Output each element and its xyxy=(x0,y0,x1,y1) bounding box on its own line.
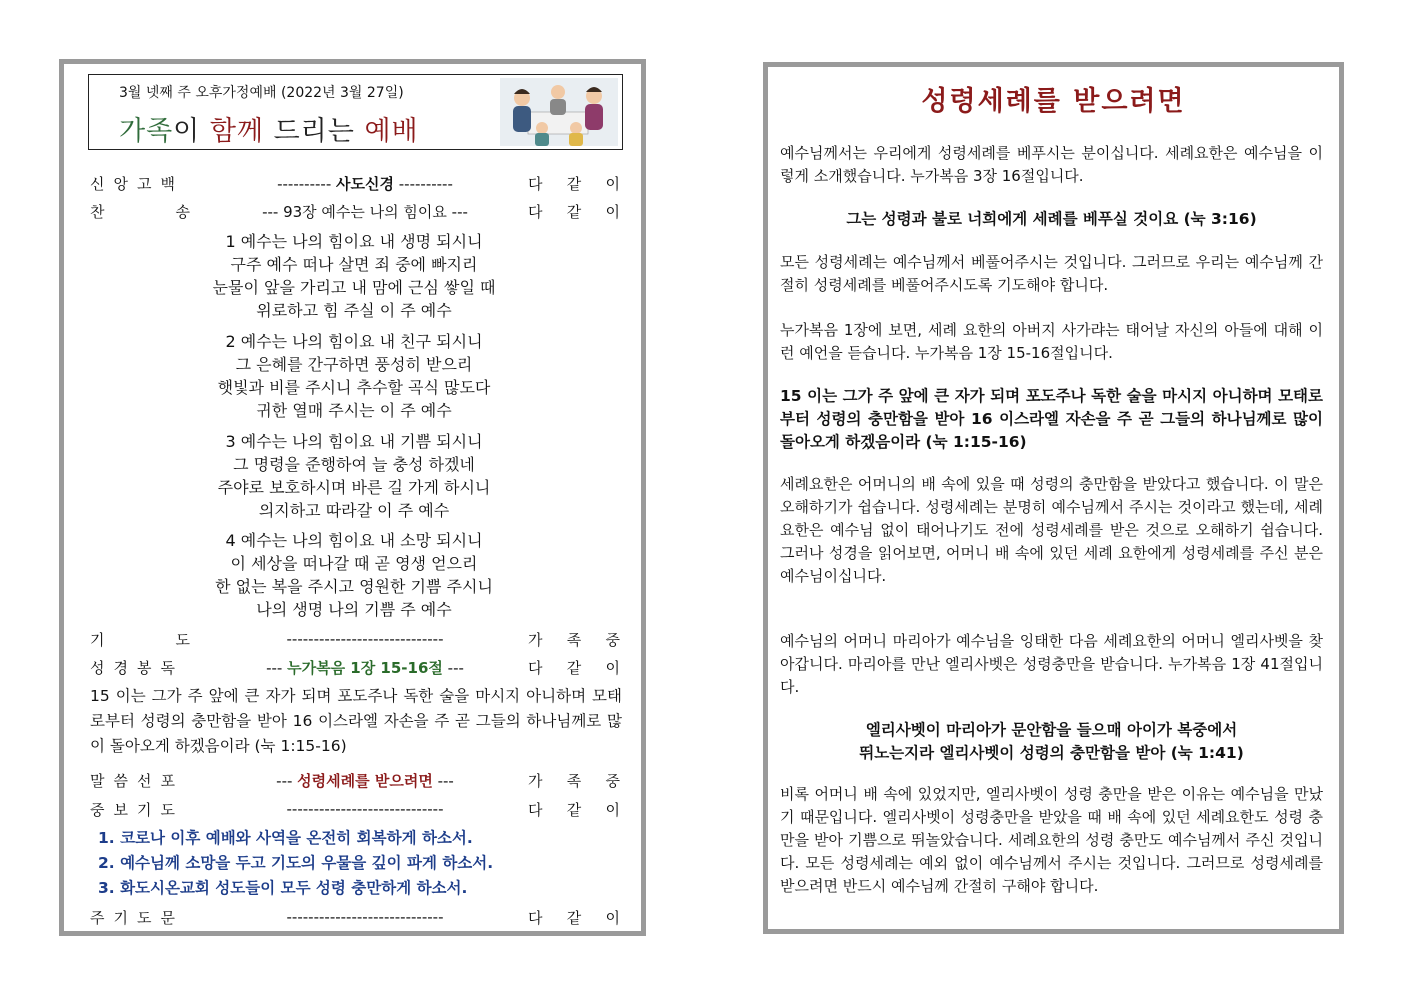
order-intercession xyxy=(90,798,620,820)
paragraph: 예수님께서는 우리에게 성령세례를 베푸시는 분이십니다. 세례요한은 예수님을 이렇게 소개했습니다. 누가복음 3장 16절입니다. xyxy=(780,144,1323,185)
order-hymn xyxy=(90,200,620,222)
order-label: 말씀선포 xyxy=(90,771,184,790)
order-who: 다 같 이 xyxy=(528,658,620,677)
order-reading xyxy=(90,656,620,678)
hymn-verse-3: 3 예수는 나의 힘이요 내 기쁨 되시니 그 명령을 준행하여 늘 충성 하겠네 주야로 보호하시며 바른 길 가게 하시니 의지하고 따라갈 이 주 예수 xyxy=(217,432,491,520)
hymn-verse-2: 2 예수는 나의 힘이요 내 친구 되시니 그 은혜를 간구하면 풍성히 받으리 햇빛과 비를 주시니 추수할 곡식 많도다 귀한 열매 주시는 이 주 예수 xyxy=(217,332,491,420)
worship-order-panel xyxy=(59,59,646,936)
paragraph: 예수님의 어머니 마리아가 예수님을 잉태한 다음 세례요한의 어머니 엘리사벳을 찾아갑니다. 마리아를 만난 엘리사벳은 성령충만을 받습니다. 누가복음 1장 41절입니다. xyxy=(780,632,1323,696)
order-confession xyxy=(90,172,620,194)
title-part: 함께 xyxy=(209,116,265,147)
order-label: 기 도 xyxy=(90,630,190,649)
order-who: 다 같 이 xyxy=(528,174,620,193)
hymn-verse-1: 1 예수는 나의 힘이요 내 생명 되시니 구주 예수 떠나 살면 죄 중에 빠지리 눈물이 앞을 가리고 내 맘에 근심 쌓일 때 위로하고 힘 주실 이 주 예수 xyxy=(212,232,496,320)
order-desc: --- 성령세례를 받으려면 --- xyxy=(276,771,454,790)
order-label: 주기도문 xyxy=(90,908,184,927)
order-who: 다 같 이 xyxy=(528,908,620,927)
prayer-item: 1. 코로나 이후 예배와 사역을 온전히 회복하게 하소서. xyxy=(98,829,473,847)
order-prayer xyxy=(90,628,620,650)
title-part: 예배 xyxy=(364,116,419,147)
scripture-quote: 엘리사벳이 마리아가 문안함을 들으매 아이가 복중에서 뛰노는지라 엘리사벳이 성령의 충만함을 받아 (눅 1:41) xyxy=(859,721,1244,762)
sermon-panel xyxy=(763,62,1344,934)
prayer-item: 2. 예수님께 소망을 두고 기도의 우물을 깊이 파게 하소서. xyxy=(98,854,494,872)
service-date: 3월 넷째 주 오후가정예배 (2022년 3월 27일) xyxy=(119,85,404,101)
service-title xyxy=(119,109,419,148)
order-who: 다 같 이 xyxy=(528,800,620,819)
order-desc: ----------------------------- xyxy=(286,908,444,926)
order-who: 가 족 중 xyxy=(528,771,620,790)
scripture-quote: 그는 성령과 불로 너희에게 세례를 베푸실 것이요 (눅 3:16) xyxy=(846,210,1257,228)
header-box xyxy=(88,74,623,150)
prayer-list xyxy=(98,826,618,901)
order-desc: --- 누가복음 1장 15-16절 --- xyxy=(266,658,464,677)
order-label: 찬 송 xyxy=(90,202,190,221)
order-desc: ----------------------------- xyxy=(286,630,444,648)
order-desc: ---------- 사도신경 ---------- xyxy=(277,174,453,193)
scripture-reference: 누가복음 1장 15-16절 xyxy=(287,658,443,677)
paragraph: 모든 성령세례는 예수님께서 베풀어주시는 것입니다. 그러므로 우리는 예수님께 간절히 성령세례를 베풀어주시도록 기도해야 합니다. xyxy=(780,253,1323,294)
order-sermon xyxy=(90,769,620,791)
sermon-title: 성령세례를 받으려면 xyxy=(297,771,433,790)
family-illustration xyxy=(500,78,618,146)
order-label: 신앙고백 xyxy=(90,174,184,193)
order-who: 가 족 중 xyxy=(528,630,620,649)
scripture-text: 15 이는 그가 주 앞에 큰 자가 되며 포도주나 독한 술을 마시지 아니하며 모태로부터 성령의 충만함을 받아 16 이스라엘 자손을 주 곧 그들의 하나님께로 많이 돌아오게 하겠음이라 (눅 1:15-16) xyxy=(90,687,622,755)
order-desc: ----------------------------- xyxy=(286,800,444,818)
scripture-quote: 15 이는 그가 주 앞에 큰 자가 되며 포도주나 독한 술을 마시지 아니하며 모태로부터 성령의 충만함을 받아 16 이스라엘 자손을 주 곧 그들의 하나님께로 많이 돌아오게 하겠음이라 (눅 1:15-16) xyxy=(780,387,1323,451)
prayer-item: 3. 화도시온교회 성도들이 모두 성령 충만하게 하소서. xyxy=(98,879,468,897)
order-desc: --- 93장 예수는 나의 힘이요 --- xyxy=(262,202,468,221)
title-part: 가족 xyxy=(119,116,174,147)
hymn-verse-4: 4 예수는 나의 힘이요 내 소망 되시니 이 세상을 떠나갈 때 곧 영생 얻으리 한 없는 복을 주시고 영원한 기쁨 주시니 나의 생명 나의 기쁨 주 예수 xyxy=(215,531,493,619)
title-part: 드리는 xyxy=(264,116,365,147)
order-label: 성경봉독 xyxy=(90,658,184,677)
order-label: 중보기도 xyxy=(90,800,184,819)
order-lords-prayer xyxy=(90,906,620,928)
sermon-heading: 성령세례를 받으려면 xyxy=(921,86,1186,117)
paragraph: 세례요한은 어머니의 배 속에 있을 때 성령의 충만함을 받았다고 했습니다. 이 말은 오해하기가 쉽습니다. 성령세례는 분명히 예수님께서 주시는 것이라고 했는데, 세례요한은 예수님 없이 태어나기도 전에 성령세례를 받은 것으로 오해하기 쉽습니다. 그러나 성경을 읽어보면, 어머니 배 속에 있던 세례 요한에게 성령세례를 주신 분은 예수님이십니다. xyxy=(780,475,1323,585)
paragraph: 비록 어머니 배 속에 있었지만, 엘리사벳이 성령 충만을 받은 이유는 예수님을 만났기 때문입니다. 엘리사벳이 성령충만을 받았을 때 배 속에 있던 세례요한도 성령 충만을 받아 기쁨으로 뛰놀았습니다. 세례요한의 성령 충만도 예수님께서 주신 것입니다. 모든 성령세례는 예외 없이 예수님께서 주시는 것입니다. 그러므로 성령세례를 받으려면 반드시 예수님께 간절히 구해야 합니다. xyxy=(780,785,1323,895)
title-part: 이 xyxy=(173,116,210,147)
order-who: 다 같 이 xyxy=(528,202,620,221)
paragraph: 누가복음 1장에 보면, 세례 요한의 아버지 사가랴는 태어날 자신의 아들에 대해 이런 예언을 듣습니다. 누가복음 1장 15-16절입니다. xyxy=(780,321,1323,362)
